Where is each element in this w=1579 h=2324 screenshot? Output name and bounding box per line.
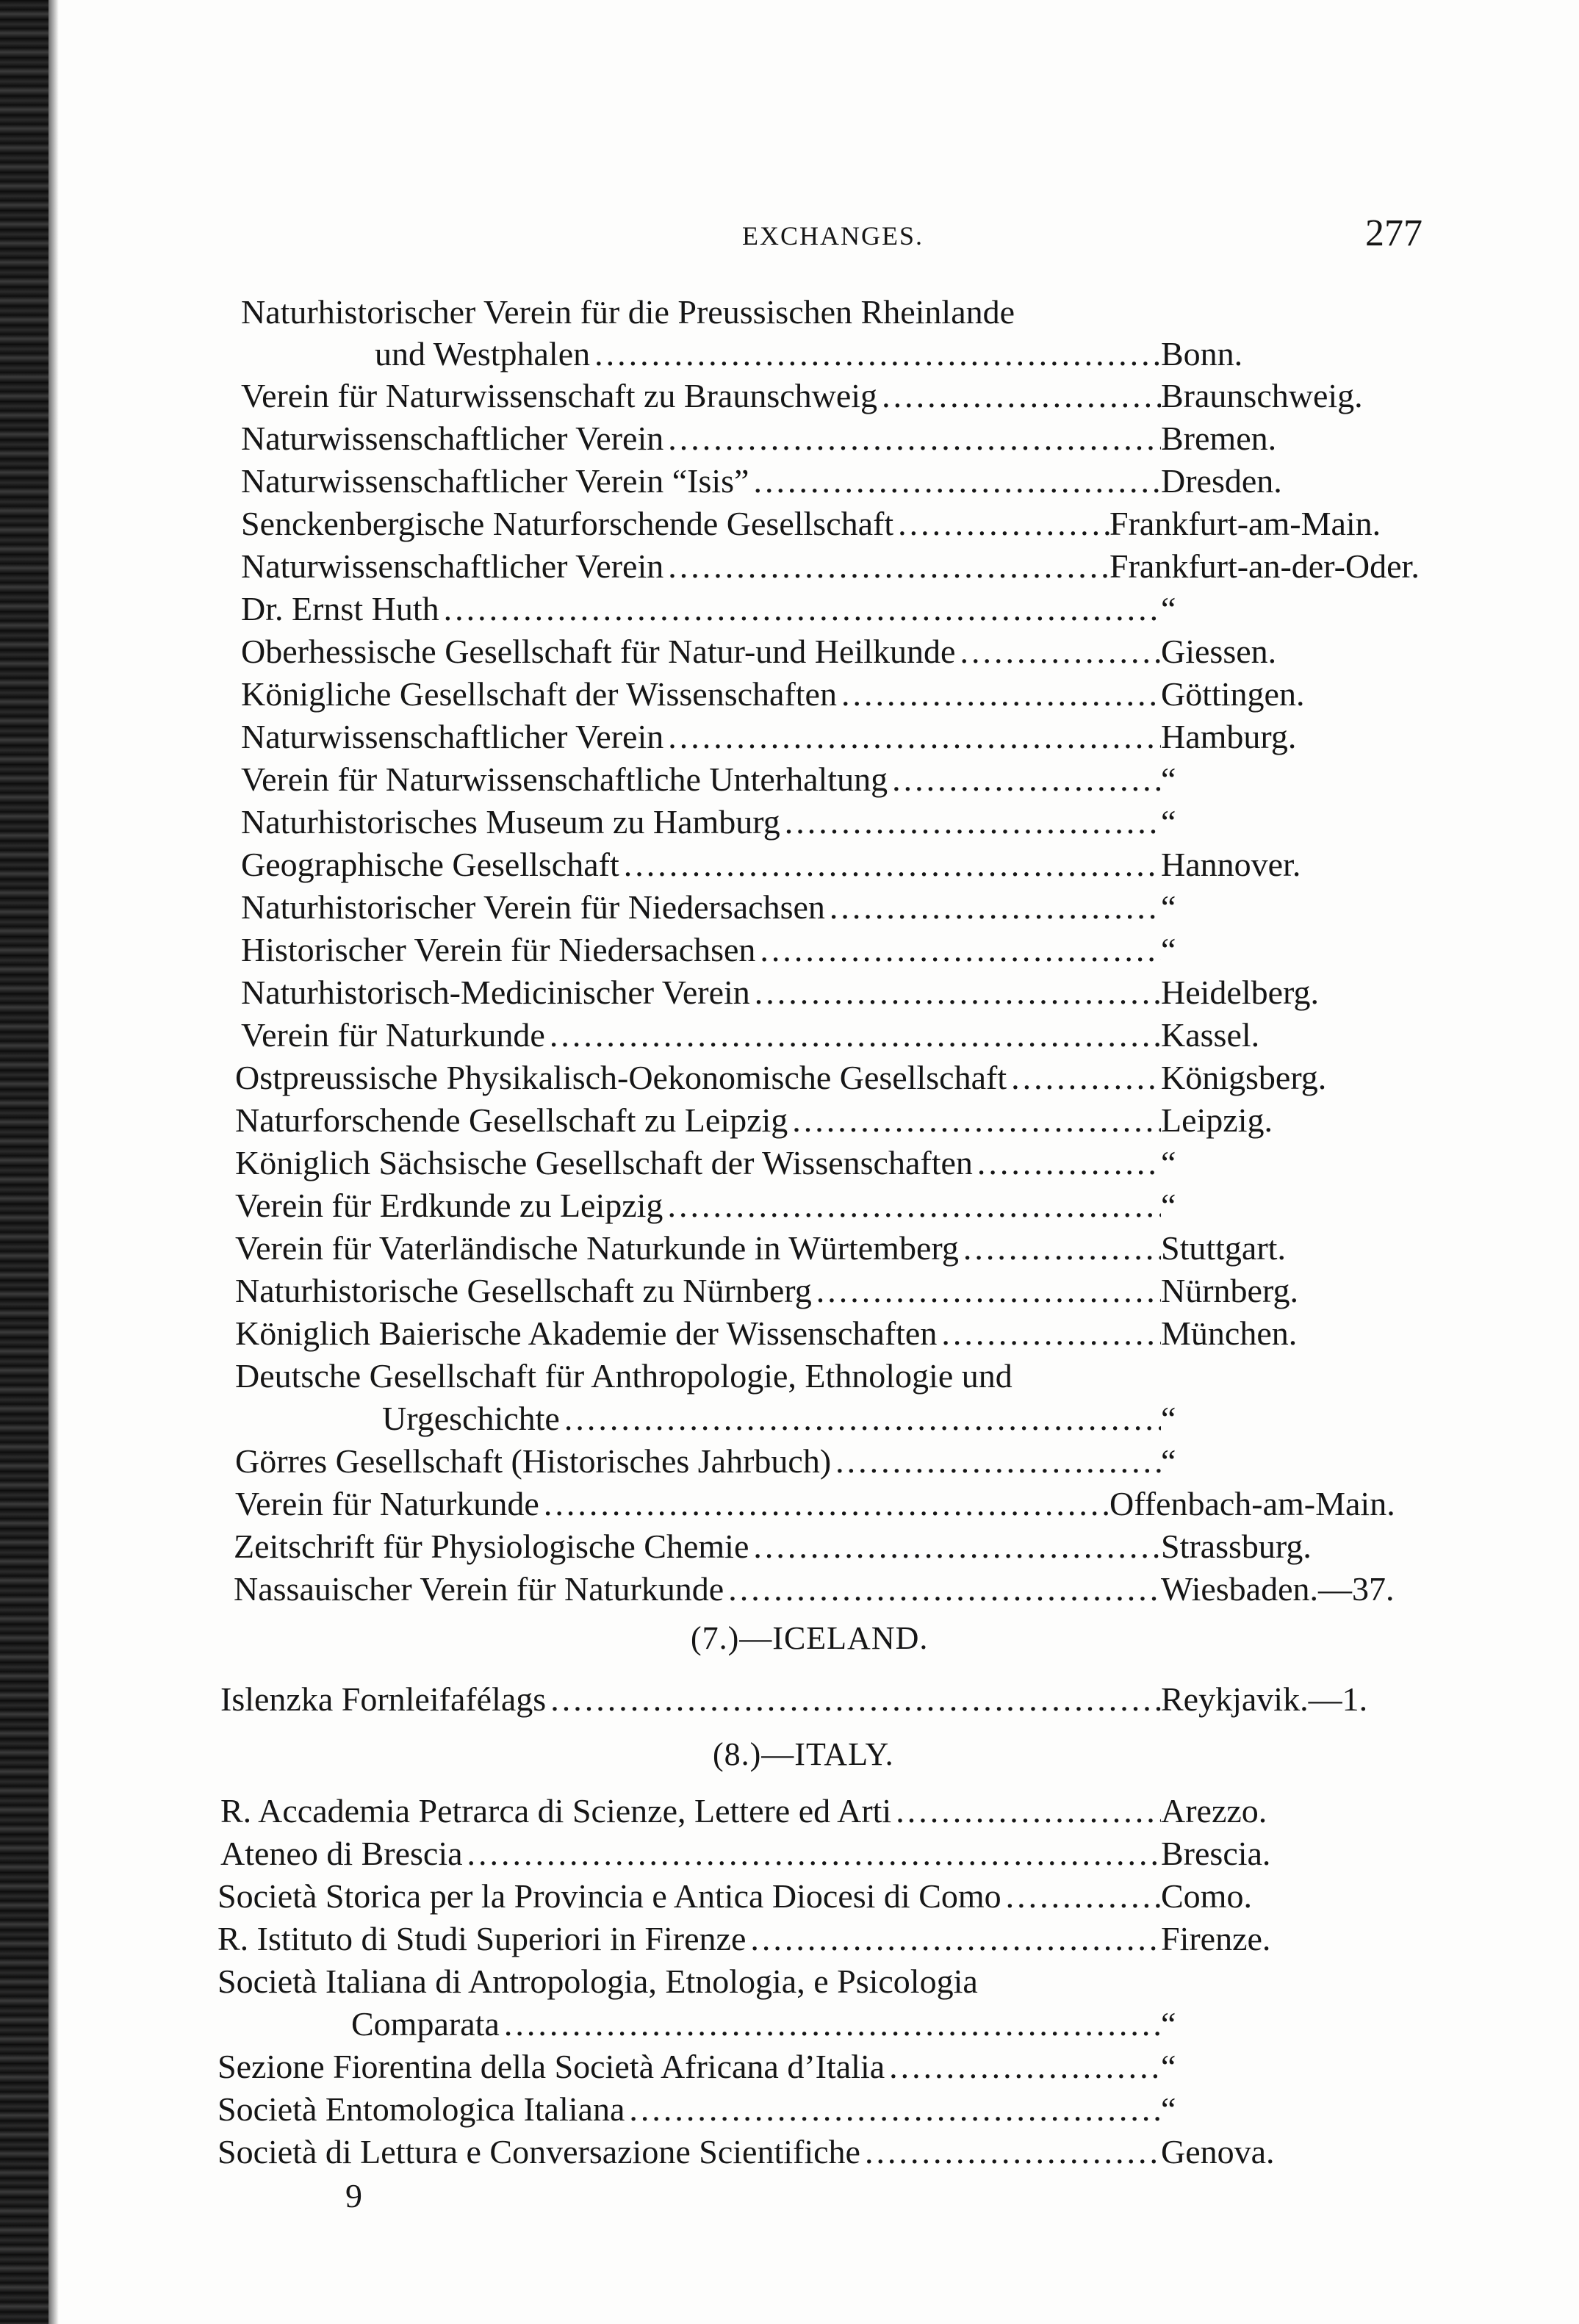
entry-row: [241, 376, 1433, 417]
institution-name: Ateneo di Brescia: [220, 1835, 463, 1872]
entry-row: [220, 1680, 1433, 1721]
institution-name: Historischer Verein für Niedersachsen: [241, 931, 756, 968]
dot-leader: [755, 930, 1161, 969]
location-name: “: [1161, 931, 1176, 968]
institution-name: Naturhistorische Gesellschaft zu Nürnberg: [235, 1272, 812, 1309]
dot-leader: [877, 376, 1161, 415]
location-name: Genova.: [1161, 2133, 1275, 2170]
dot-leader: [955, 632, 1161, 671]
entry-row: [241, 461, 1433, 503]
location-name: München.: [1161, 1314, 1298, 1352]
entry-row: [235, 1442, 1433, 1483]
entry-row: [241, 504, 1433, 545]
location-name: “: [1161, 2090, 1176, 2128]
dot-leader: [663, 1186, 1161, 1225]
entry-row: [234, 1527, 1433, 1568]
dot-leader: [750, 973, 1161, 1012]
dot-leader: [539, 1484, 1109, 1523]
location-name: Leipzig.: [1161, 1101, 1273, 1139]
section-heading: (7.)—ICELAND.: [691, 1620, 929, 1656]
location-name: “: [1161, 590, 1176, 627]
location-name: “: [1161, 1442, 1176, 1480]
book-gutter: [48, 0, 59, 2324]
institution-name: Nassauischer Verein für Naturkunde: [234, 1570, 724, 1608]
institution-name: Società Entomologica Italiana: [217, 2090, 625, 2128]
dot-leader: [619, 845, 1161, 884]
location-name: Dresden.: [1161, 462, 1282, 500]
dot-leader: [749, 461, 1161, 500]
dot-leader: [885, 2047, 1161, 2086]
book-spine-shadow: [0, 0, 48, 2324]
entry-row: [241, 930, 1433, 971]
location-name: Strassburg.: [1161, 1528, 1312, 1565]
institution-name: Verein für Naturkunde: [241, 1016, 545, 1054]
dot-leader: [1007, 1058, 1161, 1097]
location-name: Göttingen.: [1161, 675, 1305, 713]
dot-leader: [746, 1919, 1161, 1958]
dot-leader: [663, 717, 1161, 756]
entry-row: [241, 973, 1433, 1014]
institution-name: Verein für Erdkunde zu Leipzig: [235, 1187, 663, 1224]
section-heading: (8.)—ITALY.: [713, 1736, 894, 1772]
location-name: Nürnberg.: [1161, 1272, 1298, 1309]
page-number: 277: [1365, 212, 1422, 254]
location-name: Arezzo.: [1161, 1792, 1267, 1830]
entry-row: [351, 2004, 1433, 2046]
institution-name: Naturhistorisches Museum zu Hamburg: [241, 803, 780, 841]
entry-row: [217, 2047, 1433, 2088]
location-name: “: [1161, 888, 1176, 926]
institution-name: Sezione Fiorentina della Società Africana d’Italia: [217, 2048, 885, 2085]
institution-name: Naturwissenschaftlicher Verein: [241, 420, 664, 457]
entry-row: [220, 1791, 1433, 1832]
entry-row: [235, 1228, 1433, 1270]
dot-leader: [937, 1314, 1161, 1353]
location-name: Königsberg.: [1161, 1059, 1327, 1096]
institution-name: Ostpreussische Physikalisch-Oekonomische Gesellschaft: [235, 1059, 1007, 1096]
dot-leader: [500, 2004, 1161, 2043]
institution-name: Senckenbergische Naturforschende Gesellschaft: [241, 505, 894, 542]
entry-row: [241, 547, 1433, 588]
running-header: EXCHANGES.: [742, 221, 924, 251]
location-name: Bonn.: [1161, 335, 1243, 373]
location-name: Heidelberg.: [1161, 974, 1320, 1011]
institution-name: Verein für Naturkunde: [235, 1485, 539, 1522]
entry-row: [217, 1877, 1433, 1918]
dot-leader: [825, 888, 1161, 927]
institution-name: Verein für Vaterländische Naturkunde in Würtemberg: [235, 1229, 959, 1267]
entry-line: Deutsche Gesellschaft für Anthropologie, Ethnologie und: [235, 1357, 1012, 1395]
dot-leader: [831, 1442, 1161, 1481]
institution-name: Dr. Ernst Huth: [241, 590, 439, 627]
institution-name: Islenzka Fornleifafélags: [220, 1680, 547, 1718]
entry-row: [241, 717, 1433, 758]
entry-row: [235, 1058, 1433, 1099]
dot-leader: [812, 1271, 1161, 1310]
dot-leader: [780, 802, 1161, 841]
institution-name: Società Storica per la Provincia e Antica Diocesi di Como: [217, 1877, 1001, 1915]
institution-name: Verein für Naturwissenschaft zu Braunschweig: [241, 377, 878, 414]
entry-row: [382, 1399, 1433, 1440]
location-name: Frankfurt-am-Main.: [1109, 505, 1381, 542]
entry-row: [375, 334, 1433, 375]
dot-leader: [463, 1834, 1161, 1873]
dot-leader: [973, 1143, 1161, 1182]
entry-row: [235, 1484, 1433, 1525]
institution-name: Görres Gesellschaft (Historisches Jahrbuch): [235, 1442, 832, 1480]
institution-name: Königlich Baierische Akademie der Wissenschaften: [235, 1314, 938, 1352]
location-name: “: [1161, 1400, 1176, 1437]
entry-row: [241, 845, 1433, 886]
dot-leader: [893, 504, 1109, 543]
entry-row: [234, 1569, 1433, 1611]
location-name: Stuttgart.: [1161, 1229, 1286, 1267]
institution-name: Urgeschichte: [382, 1400, 560, 1437]
institution-name: R. Accademia Petrarca di Scienze, Lettere ed Arti: [220, 1792, 892, 1830]
dot-leader: [545, 1015, 1161, 1054]
institution-name: Verein für Naturwissenschaftliche Unterhaltung: [241, 760, 888, 798]
entry-row: [235, 1314, 1433, 1355]
location-name: Frankfurt-an-der-Oder.: [1109, 547, 1420, 585]
location-name: “: [1161, 1187, 1176, 1224]
institution-name: Naturwissenschaftlicher Verein: [241, 718, 664, 755]
institution-name: Geographische Gesellschaft: [241, 846, 619, 883]
dot-leader: [891, 1791, 1161, 1830]
dot-leader: [439, 589, 1161, 628]
institution-name: Naturhistorischer Verein für Niedersachsen: [241, 888, 825, 926]
dot-leader: [837, 674, 1161, 713]
institution-name: Königliche Gesellschaft der Wissenschaften: [241, 675, 837, 713]
entry-row: [241, 888, 1433, 929]
dot-leader: [724, 1569, 1161, 1608]
institution-name: Königlich Sächsische Gesellschaft der Wissenschaften: [235, 1144, 973, 1181]
entry-row: [235, 1143, 1433, 1184]
dot-leader: [959, 1228, 1161, 1267]
location-name: Brescia.: [1161, 1835, 1271, 1872]
entry-row: [241, 419, 1433, 460]
entry-row: [217, 1919, 1433, 1960]
institution-name: Naturwissenschaftlicher Verein: [241, 547, 664, 585]
institution-name: und Westphalen: [375, 335, 591, 373]
location-name: Offenbach-am-Main.: [1109, 1485, 1395, 1522]
entry-row: [217, 2090, 1433, 2131]
dot-leader: [749, 1527, 1161, 1566]
entry-row: [241, 674, 1433, 716]
dot-leader: [860, 2132, 1161, 2171]
entry-row: [220, 1834, 1433, 1875]
location-name: Braunschweig.: [1161, 377, 1363, 414]
institution-name: Naturwissenschaftlicher Verein “Isis”: [241, 462, 749, 500]
entry-line: Società Italiana di Antropologia, Etnologia, e Psicologia: [217, 1963, 978, 2000]
dot-leader: [788, 1101, 1161, 1140]
entry-row: [241, 1015, 1433, 1057]
location-name: Giessen.: [1161, 633, 1277, 670]
location-name: “: [1161, 760, 1176, 798]
location-name: Wiesbaden.—37.: [1161, 1570, 1395, 1608]
dot-leader: [663, 547, 1109, 586]
entry-row: [241, 589, 1433, 630]
location-name: “: [1161, 803, 1176, 841]
location-name: Firenze.: [1161, 1920, 1271, 1957]
signature-mark: 9: [345, 2177, 362, 2215]
entry-row: [241, 632, 1433, 673]
entry-row: [235, 1271, 1433, 1312]
dot-leader: [1001, 1877, 1161, 1915]
institution-name: Oberhessische Gesellschaft für Natur-und Heilkunde: [241, 633, 956, 670]
entry-row: [241, 802, 1433, 843]
institution-name: Naturforschende Gesellschaft zu Leipzig: [235, 1101, 788, 1139]
location-name: Hamburg.: [1161, 718, 1297, 755]
entry-line: Naturhistorischer Verein für die Preussischen Rheinlande: [241, 293, 1015, 331]
dot-leader: [560, 1399, 1161, 1438]
dot-leader: [625, 2090, 1161, 2129]
dot-leader: [888, 760, 1161, 799]
location-name: Kassel.: [1161, 1016, 1260, 1054]
location-name: Como.: [1161, 1877, 1252, 1915]
entry-row: [235, 1186, 1433, 1227]
location-name: “: [1161, 2005, 1176, 2043]
entry-row: [235, 1101, 1433, 1142]
location-name: Reykjavik.—1.: [1161, 1680, 1368, 1718]
dot-leader: [590, 334, 1161, 373]
location-name: “: [1161, 1144, 1176, 1181]
institution-name: R. Istituto di Studi Superiori in Firenze: [217, 1920, 747, 1957]
entry-row: [217, 2132, 1433, 2173]
location-name: Hannover.: [1161, 846, 1301, 883]
dot-leader: [663, 419, 1161, 458]
entry-row: [241, 760, 1433, 801]
institution-name: Società di Lettura e Conversazione Scientifiche: [217, 2133, 860, 2170]
location-name: “: [1161, 2048, 1176, 2085]
institution-name: Zeitschrift für Physiologische Chemie: [234, 1528, 749, 1565]
institution-name: Naturhistorisch-Medicinischer Verein: [241, 974, 750, 1011]
institution-name: Comparata: [351, 2005, 500, 2043]
dot-leader: [546, 1680, 1161, 1719]
location-name: Bremen.: [1161, 420, 1277, 457]
